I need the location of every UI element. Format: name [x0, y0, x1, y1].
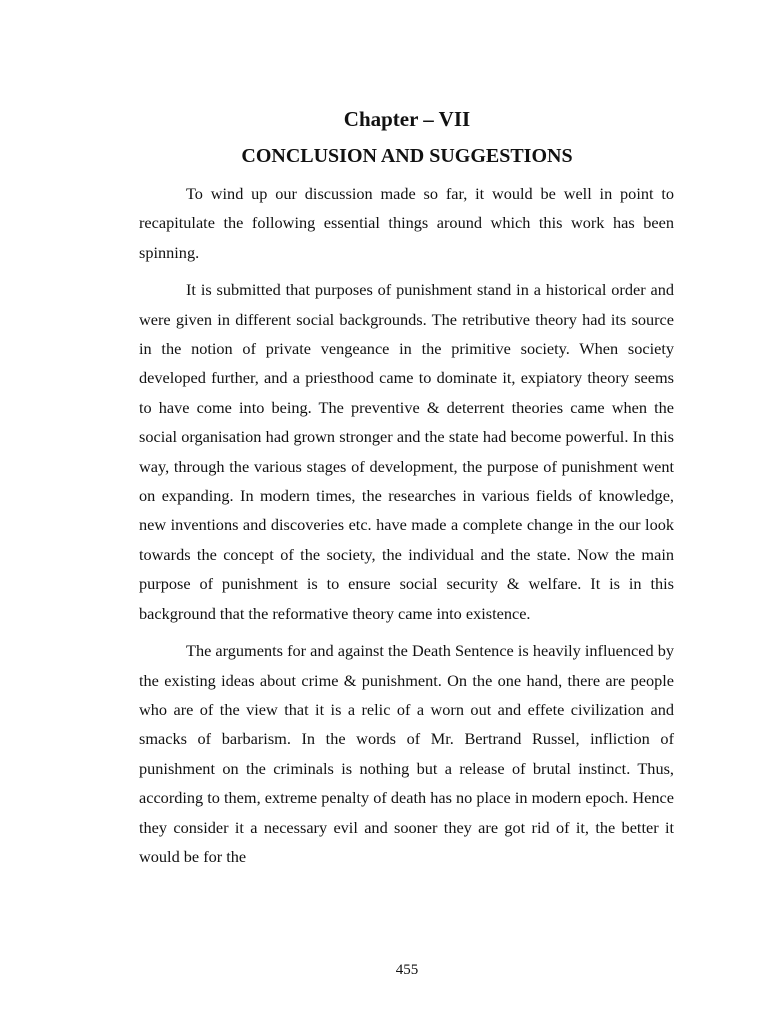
chapter-title: CONCLUSION AND SUGGESTIONS: [241, 145, 573, 167]
paragraph-1: To wind up our discussion made so far, it would be well in point to recapitulate the following essential things around which this work has been spinning.: [139, 184, 674, 262]
body-text: [139, 179, 674, 879]
chapter-label: Chapter – VII: [343, 107, 471, 131]
paragraph-2: It is submitted that purposes of punishment stand in a historical order and were given in different social backgrounds. The retributive theory had its source in the notion of private vengeance in the primitive society. When society developed further, and a priesthood came to dominate it, expiatory theory seems to have come into being. The preventive & deterrent theories came when the social organisation had grown stronger and the state had become powerful. In this way, through the various stages of development, the purpose of punishment went on expanding. In modern times, the researches in various fields of knowledge, new inventions and discoveries etc. have made a complete change in the our look towards the concept of the society, the individual and the state. Now the main purpose of punishment is to ensure social security & welfare. It is in this background that the reformative theory came into existence.: [139, 280, 674, 623]
page-number: 455: [395, 962, 419, 978]
paragraph-3: The arguments for and against the Death Sentence is heavily influenced by the existing ideas about crime & punishment. On the one hand, there are people who are of the view that it is a relic of a worn out and effete civilization and smacks of barbarism. In the words of Mr. Bertrand Russel, infliction of punishment on the criminals is nothing but a release of brutal instinct. Thus, according to them, extreme penalty of death has no place in modern epoch. Hence they consider it a necessary evil and sooner they are got rid of it, the better it would be for the: [139, 641, 674, 866]
